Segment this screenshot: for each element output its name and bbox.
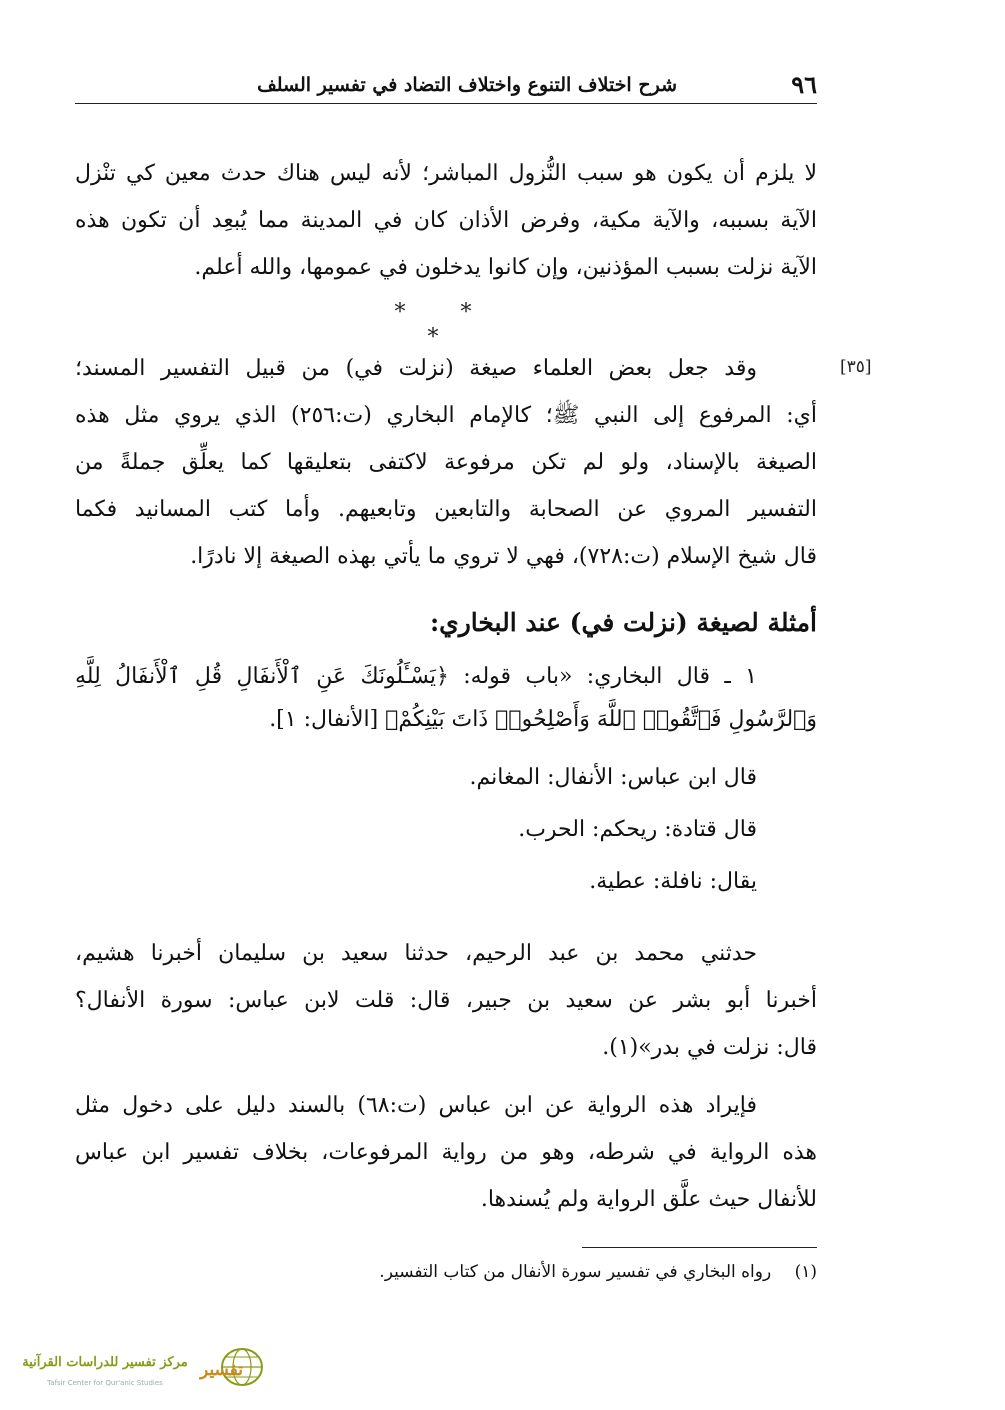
saying-item: قال قتادة: ريحكم: الحرب. [518,817,757,842]
saying-item: قال ابن عباس: الأنفال: المغانم. [469,765,757,790]
paragraph-2 [75,345,817,580]
text-line: التفسير المروي عن الصحابة والتابعين وتابعيهم. وأما كتب المسانيد فكما [75,497,817,522]
text-line: فإيراد هذه الرواية عن ابن عباس (ت:٦٨) بالسند دليل على دخول مثل [75,1093,757,1118]
margin-paragraph-number: [٣٥] [840,357,872,377]
section-separator: * * * [394,300,496,350]
text-line: لا يلزم أن يكون هو سبب النُّزول المباشر؛ لأنه ليس هناك حدث معين كي تنْزل [75,161,817,186]
page-header [75,70,817,100]
text-line: أي: المرفوع إلى النبي ﷺ؛ كالإمام البخاري (ت:٢٥٦) الذي يروي مثل هذه [75,403,817,428]
text-line: هذه الرواية في شرطه، وهو من رواية المرفوعات، بخلاف تفسير ابن عباس [75,1140,817,1165]
logo-english-name: Tafsir Center for Qur'anic Studies [47,1379,163,1387]
footnote-divider [582,1247,817,1248]
text-line: وقد جعل بعض العلماء صيغة (نزلت في) من قبيل التفسير المسند؛ [75,356,757,381]
text-line: الآية نزلت بسبب المؤذنين، وإن كانوا يدخلون في عمومها، والله أعلم. [194,255,817,280]
footnote-number: (١) [794,1262,817,1282]
text-line: ١ ـ قال البخاري: «باب قوله: ﴿يَسْـَٔلُونَكَ عَنِ ٱلْأَنفَالِ قُلِ ٱلْأَنفَالُ لِلَّهِ [75,664,757,689]
running-title: شرح اختلاف التنوع واختلاف التضاد في تفسير السلف [257,74,677,96]
text-line: حدثني محمد بن عبد الرحيم، حدثنا سعيد بن سليمان أخبرنا هشيم، [75,941,757,966]
logo-wordmark: تفسير [200,1360,244,1380]
text-line: قال شيخ الإسلام (ت:٧٢٨)، فهي لا تروي ما يأتي بهذه الصيغة إلا نادرًا. [190,544,817,569]
sayings-list [75,752,817,908]
paragraph-3 [75,1082,817,1223]
text-line: قال: نزلت في بدر»(١). [602,1035,817,1060]
text-line: للأنفال حيث علَّق الرواية ولم يُسندها. [480,1187,817,1212]
example-1 [75,655,817,741]
header-divider [75,103,817,104]
saying-item: يقال: نافلة: عطية. [589,869,757,894]
logo-arabic-name: مركز تفسير للدراسات القرآنية [22,1355,188,1370]
text-line: الصيغة بالإسناد، ولو لم تكن مرفوعة لاكتفى بتعليقها كما يعلِّق جملةً من [75,450,817,475]
section-heading: أمثلة لصيغة (نزلت في) عند البخاري: [429,608,817,637]
page-number: ٩٦ [791,70,817,99]
text-line: الآية بسببه، والآية مكية، وفرض الأذان كان في المدينة مما يُبعِد أن تكون هذه [75,208,817,233]
paragraph-1 [75,150,817,291]
text-line: وَٱلرَّسُولِ فَٱتَّقُوا۟ ٱللَّهَ وَأَصْلِحُوا۟ ذَاتَ بَيْنِكُمْ﴾ [الأنفال: ١]. [269,707,817,732]
footnote-text: رواه البخاري في تفسير سورة الأنفال من كتاب التفسير. [379,1262,772,1282]
hadith-block [75,930,817,1071]
footnote [250,1262,817,1282]
text-line: أخبرنا أبو بشر عن سعيد بن جبير، قال: قلت لابن عباس: سورة الأنفال؟ [75,988,817,1013]
